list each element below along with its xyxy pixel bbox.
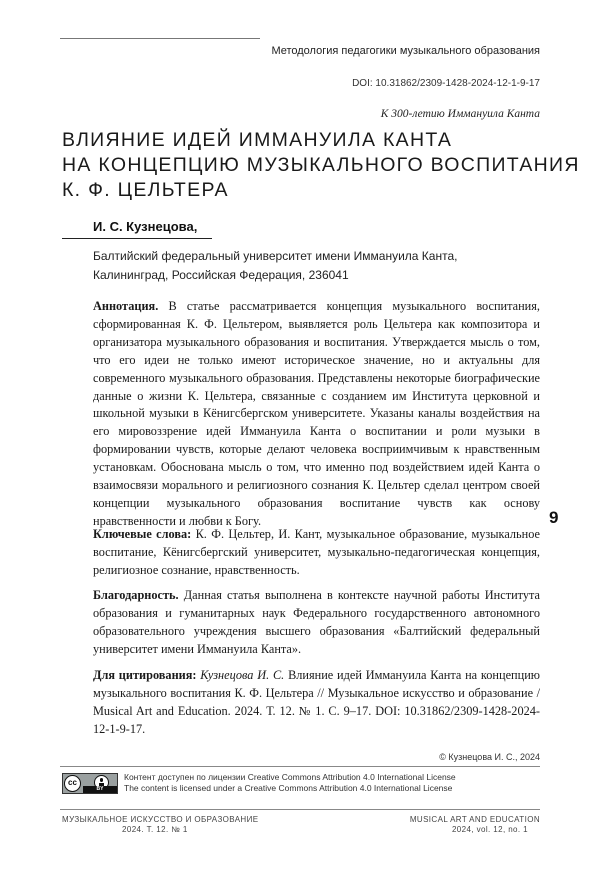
keywords-label: Ключевые слова: xyxy=(93,527,191,541)
abstract xyxy=(93,298,540,531)
footer-left xyxy=(62,815,259,835)
acknowledgment-label: Благодарность. xyxy=(93,588,179,602)
affiliation-line: Балтийский федеральный университет имени Иммануила Канта, xyxy=(93,247,457,266)
citation xyxy=(93,667,540,739)
keywords xyxy=(93,526,540,580)
abstract-text: В статье рассматривается концепция музыкального воспитания, сформированная К. Ф. Цельтером, выявляется роль Цельтера как композитора и организатора музыкального образования и воспитания. Утверждается мысль о том, что его идеи не только имеют историческое значение, но и актуальны для современного музыкального образования. Представлены некоторые биографические данные о жизни К. Цельтера, связанные с созданием им Института церковной и школьной музыки в Кёнигсбергском университете. Указаны каналы воздействия на его мировоззрение идей Иммануила Канта о воспитании и роли музыки в формировании чувств, которые делают человека восприимчивым к нравственным установкам. Обоснована мысль о том, что именно под воздействием идей Канта о взаимосвязи морального и религиозного сознания К. Цельтер сделал центром своей концепции музыкального образования воспитание чувств как основу нравственности и любви к Богу. xyxy=(93,299,540,528)
acknowledgment xyxy=(93,587,540,659)
header-rule xyxy=(60,38,260,39)
footer-volume-ru: 2024. Т. 12. № 1 xyxy=(62,825,259,835)
cc-icon: cc xyxy=(64,775,81,792)
by-label: BY xyxy=(83,786,117,793)
doi-link[interactable]: DOI: 10.31862/2309-1428-2024-12-1-9-17 xyxy=(352,78,540,89)
license-line-ru: Контент доступен по лицензии Creative Commons Attribution 4.0 International License xyxy=(124,772,456,783)
article-title xyxy=(62,128,542,203)
title-line: НА КОНЦЕПЦИЮ МУЗЫКАЛЬНОГО ВОСПИТАНИЯ xyxy=(62,153,542,178)
license-line-en: The content is licensed under a Creative Commons Attribution 4.0 International License xyxy=(124,783,456,794)
journal-section-title: Методология педагогики музыкального образования xyxy=(271,45,540,57)
copyright: © Кузнецова И. С., 2024 xyxy=(439,752,540,762)
footer-right xyxy=(410,815,540,835)
affiliation xyxy=(93,247,457,285)
abstract-label: Аннотация. xyxy=(93,299,158,313)
license-text xyxy=(124,772,456,794)
page-number: 9 xyxy=(549,508,558,528)
affiliation-line: Калининград, Российская Федерация, 236041 xyxy=(93,266,457,285)
keywords-text: К. Ф. Цельтер, И. Кант, музыкальное образование, музыкальное воспитание, Кёнигсбергский университет, музыкально-педагогическая концепция, религиозное сознание, нравственность. xyxy=(93,527,540,577)
acknowledgment-text: Данная статья выполнена в контексте научной работы Института образования и гуманитарных наук Федерального государственного автономного образовательного учреждения высшего образования «Балтийский федеральный университет имени Иммануила Канта». xyxy=(93,588,540,656)
title-line: К. Ф. ЦЕЛЬТЕРА xyxy=(62,178,542,203)
license-rule xyxy=(60,766,540,767)
title-line: ВЛИЯНИЕ ИДЕЙ ИММАНУИЛА КАНТА xyxy=(62,128,542,153)
citation-label: Для цитирования: xyxy=(93,668,197,682)
footer-volume-en: 2024, vol. 12, no. 1 xyxy=(410,825,540,835)
author-name: И. С. Кузнецова, xyxy=(93,219,197,234)
cc-by-license-icon[interactable] xyxy=(62,773,118,794)
citation-text: Влияние идей Иммануила Канта на концепцию музыкального воспитания К. Ф. Цельтера // Музыкальное искусство и образование / Musical Art and Education. 2024. Т. 12. № 1. С. 9–17. DOI: 10.31862/2309-1428-2024-12-1-9-17. xyxy=(93,668,540,736)
dedication: К 300-летию Иммануила Канта xyxy=(381,108,540,120)
footer-journal-title-en: MUSICAL ART AND EDUCATION xyxy=(410,815,540,825)
footer-journal-title-ru: МУЗЫКАЛЬНОЕ ИСКУССТВО И ОБРАЗОВАНИЕ xyxy=(62,815,259,825)
citation-authors: Кузнецова И. С. xyxy=(200,668,284,682)
footer-rule xyxy=(60,809,540,810)
author-rule xyxy=(62,238,212,239)
